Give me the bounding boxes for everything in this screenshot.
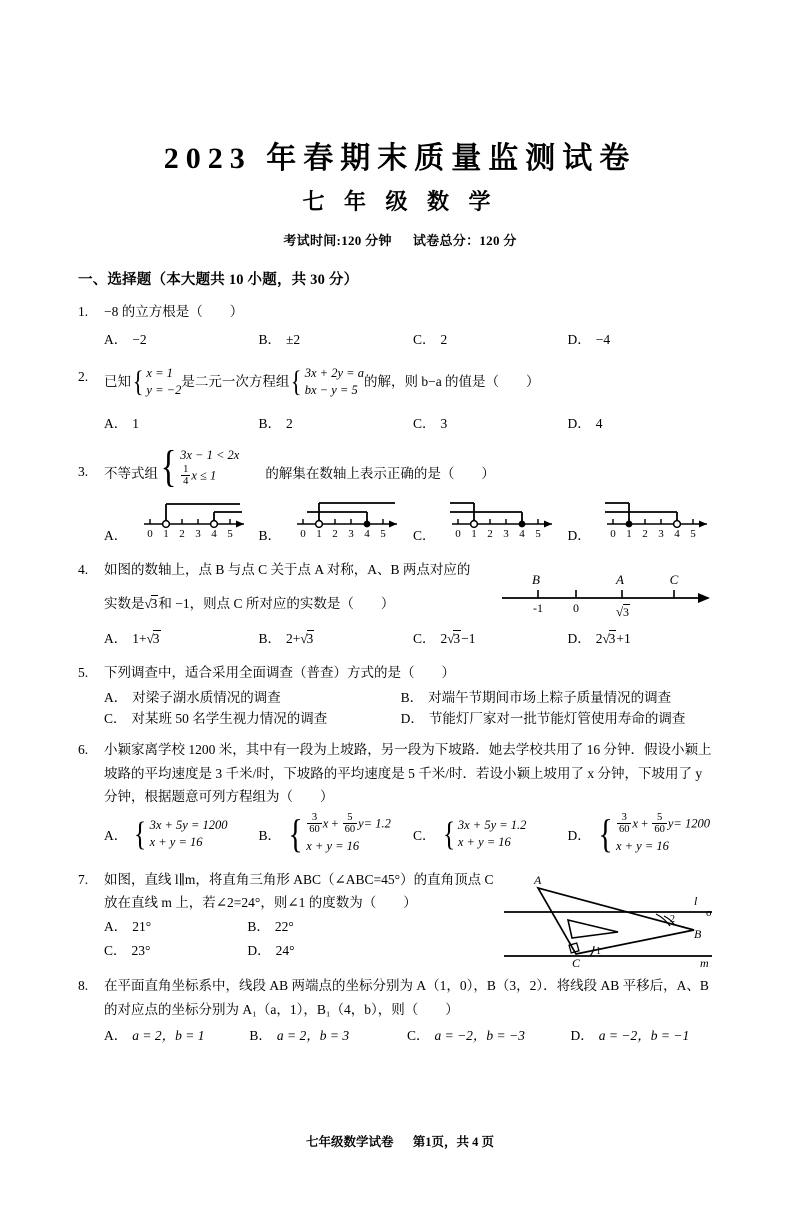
option-label: B． xyxy=(258,631,282,647)
option-text: 2 xyxy=(286,416,293,432)
system-row: 3x + 2y = a xyxy=(304,366,364,381)
option-d[interactable] xyxy=(568,813,723,856)
svg-text:4: 4 xyxy=(674,527,680,540)
option-text: 1 xyxy=(132,416,139,432)
svg-text:1: 1 xyxy=(162,527,169,540)
footer-page-info: 第1页，共 4 页 xyxy=(412,1135,495,1149)
tick-neg1: -1 xyxy=(533,600,543,615)
brace-left-icon: { xyxy=(598,811,613,857)
option-c[interactable] xyxy=(413,817,568,851)
option-b[interactable] xyxy=(259,412,414,432)
label-angle-1: 1 xyxy=(596,945,601,957)
question-stem-post: 的解集在数轴上表示正确的是（ ） xyxy=(265,466,495,482)
question-stem: −8 的立方根是（ ） xyxy=(104,303,244,319)
option-d[interactable] xyxy=(571,1024,722,1044)
option-c[interactable] xyxy=(413,412,568,432)
option-a[interactable] xyxy=(104,1024,249,1044)
option-text: a = 2，b = 1 xyxy=(132,1027,205,1043)
option-text: 对端午节期间市场上粽子质量情况的调查 xyxy=(428,689,672,705)
equation-system xyxy=(289,365,364,399)
option-d[interactable]: D． 2√3+1 xyxy=(567,631,631,647)
question-7-figure xyxy=(498,872,728,976)
option-text: 节能灯厂家对一批节能灯管使用寿命的调查 xyxy=(428,710,686,726)
fraction: $\frac{5}{60}$ xyxy=(654,812,665,836)
system-row: x + y = 16 xyxy=(306,838,360,853)
exam-total-score: 试卷总分：120 分 xyxy=(412,232,517,248)
svg-text:1: 1 xyxy=(626,527,632,540)
option-c[interactable] xyxy=(413,494,568,544)
equation-system xyxy=(132,817,227,851)
equation-system xyxy=(286,813,391,856)
option-label: A． xyxy=(104,631,128,647)
option-text: a = −2，b = −3 xyxy=(434,1027,525,1043)
svg-text:5: 5 xyxy=(690,527,696,540)
question-1 xyxy=(78,300,722,324)
question-1-options xyxy=(78,328,722,348)
section-heading: 一、选择题（本大题共 10 小题，共 30 分） xyxy=(78,271,359,288)
system-row: bx − y = 5 xyxy=(304,383,358,398)
option-b[interactable] xyxy=(259,813,414,856)
svg-text:5: 5 xyxy=(380,527,387,540)
brace-left-icon: { xyxy=(132,365,144,399)
option-a[interactable] xyxy=(104,686,401,706)
question-4 xyxy=(78,558,722,619)
option-label: C． xyxy=(413,332,436,348)
option-label: A． xyxy=(104,919,128,935)
system-row: y = −2 xyxy=(146,383,182,398)
option-d[interactable] xyxy=(568,412,723,432)
system-row: x = 1 xyxy=(146,366,173,381)
question-2 xyxy=(78,365,722,399)
option-b[interactable]: B． 2+√3 xyxy=(258,631,314,647)
question-stem: 下列调查中，适合采用全面调查（普查）方式的是（ ） xyxy=(104,665,455,681)
option-label: C． xyxy=(413,828,436,844)
option-label: D． xyxy=(570,1027,594,1043)
question-4-figure xyxy=(496,568,718,632)
svg-text:2: 2 xyxy=(332,527,339,540)
option-d[interactable] xyxy=(568,494,723,544)
sqrt-3: √3 xyxy=(144,595,158,611)
svg-text:3: 3 xyxy=(348,527,355,540)
question-number: 3. xyxy=(78,464,89,480)
option-label: C． xyxy=(104,710,127,726)
system-row: x + y = 16 xyxy=(149,835,203,850)
question-stem-mid: 是二元一次方程组 xyxy=(181,374,290,390)
option-text: 22° xyxy=(274,919,294,935)
question-line-2: 坡路的平均速度是 3 千米/时，下坡路的平均速度是 5 千米/时．若设小颖上坡用了 x 分钟，下坡用了 y xyxy=(104,765,703,781)
numberline-d xyxy=(599,494,717,540)
svg-text:2: 2 xyxy=(178,527,185,540)
question-3-options xyxy=(78,494,722,544)
brace-left-icon: { xyxy=(134,815,147,853)
fraction-numerator: 1 xyxy=(183,464,189,476)
option-text: ±2 xyxy=(286,332,301,348)
option-label: C． xyxy=(413,416,436,432)
question-line-1: 如图，直线 l∥m，将直角三角形 ABC（∠ABC=45°）的直角顶点 C xyxy=(104,871,494,887)
label-c: C xyxy=(669,571,679,587)
question-stem-pre: 已知 xyxy=(104,374,131,390)
question-number: 7. xyxy=(78,871,89,887)
svg-text:0: 0 xyxy=(300,527,307,540)
option-text: 2 xyxy=(440,332,448,348)
question-6-options xyxy=(78,813,722,856)
option-c[interactable] xyxy=(407,1024,571,1044)
option-a[interactable] xyxy=(104,412,259,432)
option-label: D． xyxy=(400,710,424,726)
system-row: $\frac{3}{60}$ x + $\frac{5}{60}$ y= 1200 xyxy=(618,812,710,836)
svg-text:4: 4 xyxy=(364,527,371,540)
brace-left-icon: { xyxy=(160,442,177,492)
option-label: A． xyxy=(104,689,128,705)
system-row xyxy=(180,465,239,488)
option-label: D． xyxy=(567,332,591,348)
line2-pre: 实数是 xyxy=(104,595,145,611)
question-5-options-row2 xyxy=(78,707,722,727)
option-b[interactable] xyxy=(259,328,414,348)
system-row: x + y = 16 xyxy=(615,838,669,853)
question-5 xyxy=(78,661,722,685)
option-b[interactable] xyxy=(401,686,710,706)
option-a[interactable] xyxy=(104,817,259,851)
svg-text:3: 3 xyxy=(503,527,509,540)
numberline-a xyxy=(136,494,254,540)
brace-left-icon: { xyxy=(288,811,303,857)
question-line-1: 如图的数轴上，点 B 与点 C 关于点 A 对称，A、B 两点对应的 xyxy=(104,561,471,577)
label-c: C xyxy=(572,955,581,968)
tick-zero: 0 xyxy=(573,600,579,615)
numberline-c xyxy=(444,494,562,540)
option-text: 4 xyxy=(595,416,603,432)
svg-text:0: 0 xyxy=(455,527,461,540)
fraction-denominator: 4 xyxy=(183,476,189,488)
svg-text:2: 2 xyxy=(642,527,648,540)
option-label: C． xyxy=(413,527,436,543)
question-line-1: 小颖家离学校 1200 米，其中有一段为上坡路，另一段为下坡路．她去学校共用了 16 分钟．假设小颖上 xyxy=(104,741,712,757)
label-m: m xyxy=(700,955,709,968)
svg-text:4: 4 xyxy=(210,527,217,540)
option-c[interactable] xyxy=(104,707,401,727)
option-b[interactable] xyxy=(247,915,293,939)
brace-left-icon: { xyxy=(442,815,455,853)
option-text: −4 xyxy=(595,332,611,348)
option-label: B． xyxy=(258,828,282,844)
system-row: 3x + 5y = 1200 xyxy=(149,818,228,833)
label-a: A xyxy=(534,872,542,887)
option-text: 23° xyxy=(131,942,151,958)
exam-time: 考试时间:120 分钟 xyxy=(283,232,392,248)
question-stem-post: 的解，则 b−a 的值是（ ） xyxy=(363,374,540,390)
option-label: C． xyxy=(406,1027,430,1043)
numberline-figure xyxy=(496,568,718,624)
question-stem-pre: 不等式组 xyxy=(104,466,158,482)
label-l: l xyxy=(694,893,698,908)
page-subtitle: 七 年 级 数 学 xyxy=(302,188,498,214)
question-7 xyxy=(78,868,722,968)
equation-system xyxy=(596,813,710,856)
svg-text:4: 4 xyxy=(519,527,525,540)
question-5-options-row1 xyxy=(78,686,722,706)
question-3 xyxy=(78,442,722,492)
inequality-tail: x ≤ 1 xyxy=(191,468,217,483)
system-row: 3x − 1 < 2x xyxy=(180,448,240,463)
option-label: B． xyxy=(258,332,282,348)
option-text: 对梁子湖水质情况的调查 xyxy=(132,689,281,705)
tick-sqrt3: √ xyxy=(616,603,624,619)
option-text: −2 xyxy=(132,332,147,348)
question-number: 8. xyxy=(78,978,89,994)
svg-text:2: 2 xyxy=(487,527,493,540)
option-label: A． xyxy=(104,332,128,348)
fraction: $\frac{5}{60}$ xyxy=(344,812,356,836)
question-line-2: 的对应点的坐标分别为 A₁（a，1），B₁（4，b），则（ ） xyxy=(104,1001,459,1017)
label-b: B xyxy=(694,926,702,941)
label-b: B xyxy=(532,571,540,587)
row-tail: = 1200 xyxy=(673,816,710,831)
option-label: D． xyxy=(567,416,591,432)
option-b[interactable] xyxy=(249,1024,407,1044)
svg-text:1: 1 xyxy=(471,527,477,540)
question-number: 1. xyxy=(78,303,89,319)
system-row: $\frac{3}{60}$ x + $\frac{5}{60}$ y= 1.2 xyxy=(309,812,391,836)
option-c[interactable]: C． 2√3−1 xyxy=(413,631,476,647)
option-text: 3 xyxy=(440,416,448,432)
option-label: D． xyxy=(567,527,591,543)
svg-text:5: 5 xyxy=(226,527,233,540)
question-2-options xyxy=(78,412,722,432)
svg-text:1: 1 xyxy=(316,527,323,540)
system-row: x + y = 16 xyxy=(457,835,511,850)
option-label: A． xyxy=(104,828,128,844)
question-6 xyxy=(78,738,722,809)
option-label: B． xyxy=(400,689,424,705)
option-c[interactable] xyxy=(104,939,244,963)
numberline-b xyxy=(289,494,407,540)
svg-text:5: 5 xyxy=(535,527,541,540)
triangle-parallel-lines-figure xyxy=(498,872,728,968)
question-line-3: 分钟，根据题意可列方程组为（ ） xyxy=(104,789,334,805)
option-a[interactable] xyxy=(104,328,259,348)
option-a[interactable] xyxy=(104,494,259,544)
page-footer xyxy=(0,1132,800,1150)
label-a: A xyxy=(616,571,624,587)
option-label: B． xyxy=(258,527,282,543)
equation-system xyxy=(441,817,527,851)
option-label: A． xyxy=(104,416,128,432)
fraction: $\frac{3}{60}$ xyxy=(618,812,630,836)
system-row: 3x + 5y = 1.2 xyxy=(457,818,527,833)
option-label: D． xyxy=(567,631,591,647)
question-number: 2. xyxy=(78,369,89,385)
page-title: 2023 年春期末质量监测试卷 xyxy=(163,142,637,175)
option-label: B． xyxy=(249,1027,272,1043)
question-number: 6. xyxy=(78,741,89,757)
option-d[interactable] xyxy=(401,707,710,727)
option-label: A． xyxy=(104,527,128,543)
option-text: 24° xyxy=(275,942,295,958)
option-a[interactable] xyxy=(104,915,244,939)
label-o: o xyxy=(706,906,712,919)
question-line-2 xyxy=(104,592,534,616)
option-label: B． xyxy=(258,416,282,432)
option-b[interactable] xyxy=(259,494,414,544)
svg-text:0: 0 xyxy=(610,527,616,540)
fraction xyxy=(181,464,190,487)
option-label: A． xyxy=(104,1027,128,1043)
row-tail: = 1.2 xyxy=(363,816,391,831)
footer-paper-name: 七年级数学试卷 xyxy=(305,1135,394,1149)
given-solution-system xyxy=(131,365,181,399)
question-8-options xyxy=(78,1024,722,1044)
svg-text:3: 3 xyxy=(658,527,664,540)
fraction: $\frac{3}{60}$ xyxy=(309,812,320,836)
option-label: D． xyxy=(567,828,591,844)
option-label: B． xyxy=(247,919,270,935)
option-label: C． xyxy=(413,631,436,647)
option-d[interactable] xyxy=(247,939,294,963)
option-text: 对某班 50 名学生视力情况的调查 xyxy=(131,710,328,726)
question-number: 5. xyxy=(78,665,89,681)
svg-text:3: 3 xyxy=(623,604,629,619)
option-text: 21° xyxy=(132,919,152,935)
option-label: C． xyxy=(104,942,127,958)
option-a[interactable]: A． 1+√3 xyxy=(104,631,160,647)
svg-text:3: 3 xyxy=(194,527,201,540)
question-line-2: 放在直线 m 上，若∠2=24°，则∠1 的度数为（ ） xyxy=(104,895,417,911)
option-c[interactable] xyxy=(413,328,568,348)
question-line-1: 在平面直角坐标系中，线段 AB 两端点的坐标分别为 A（1，0），B（3，2）．将线段 AB 平移后，A、B xyxy=(104,978,709,994)
option-d[interactable] xyxy=(568,328,723,348)
option-text: a = 2，b = 3 xyxy=(276,1027,350,1043)
svg-text:0: 0 xyxy=(146,527,153,540)
question-8 xyxy=(78,974,722,1021)
exam-info xyxy=(78,230,722,249)
option-label: D． xyxy=(247,942,271,958)
brace-left-icon: { xyxy=(291,365,302,399)
option-text: a = −2，b = −1 xyxy=(598,1027,690,1043)
label-angle-2: 2 xyxy=(670,913,675,925)
inequality-system xyxy=(158,442,240,492)
question-number: 4. xyxy=(78,561,89,577)
line2-post: 和 −1，则点 C 所对应的实数是（ ） xyxy=(158,595,395,611)
